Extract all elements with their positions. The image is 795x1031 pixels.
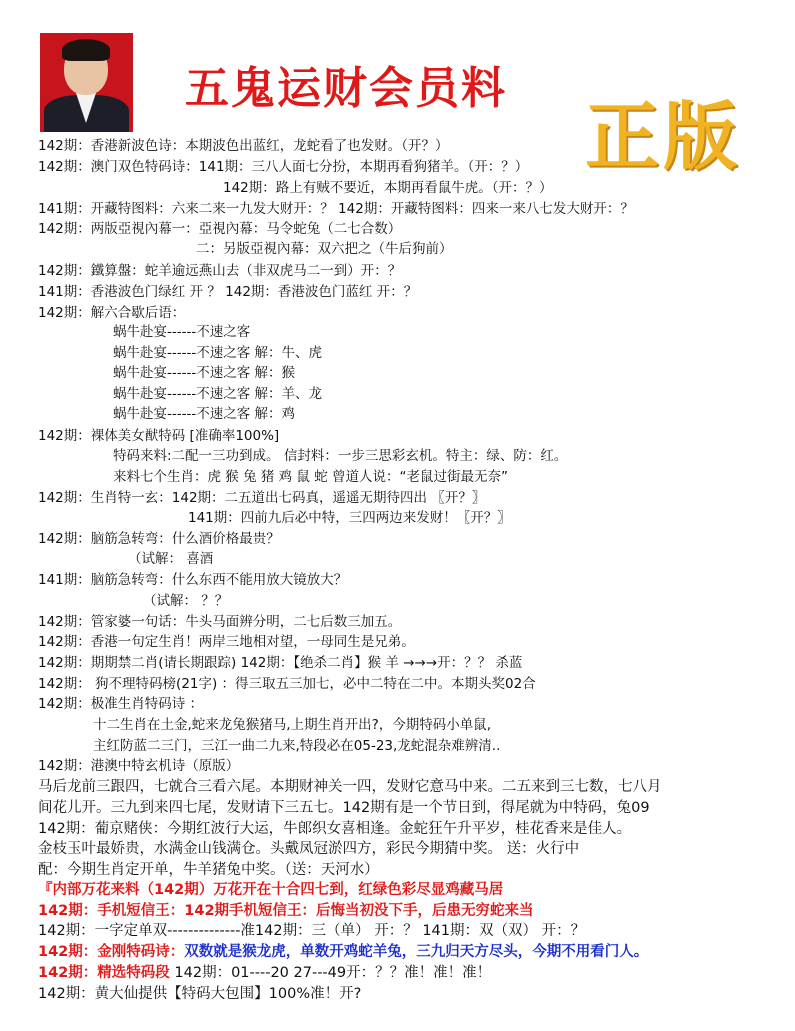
- line: 142期：期期禁二肖(请长期跟踪) 142期：【绝杀二肖】猴 羊 →→→开：？？ 杀蓝: [38, 655, 523, 671]
- line: 十二生肖在土金,蛇来龙兔猴猪马,上期生肖开出?，今期特码小单鼠,: [93, 717, 492, 733]
- line: 142期：解六合歇后语：: [38, 305, 186, 321]
- line: 142期： 狗不理特码榜(21字) ：得三取五三加七，必中二特在二中。本期头奖02合: [38, 676, 536, 692]
- line: （试解： ？？: [143, 593, 229, 609]
- line: （试解： 喜酒: [128, 551, 214, 567]
- line: 142期：一字定单双--------------准142期：三（单） 开：？ 141期：双（双） 开：？: [38, 923, 586, 939]
- line: 142期：生肖特一玄：142期：二五道出七码真，遥遥无期待四出 〖开？〗: [38, 490, 486, 506]
- line-text: 142期：01----20 27---49开：？？准！准！准！: [169, 965, 492, 981]
- line: 142期：手机短信王：142期手机短信王：后悔当初没下手，后患无穷蛇来当: [38, 903, 534, 919]
- line: 142期：澳门双色特码诗：141期：三八人面七分扮，本期再看狗猪羊。（开：？）: [38, 159, 529, 175]
- line: 142期：两版亞視內幕一：亞視內幕：马令蛇兔（二七合数）: [38, 221, 402, 237]
- line: 特码来料:二配一三功到成。 信封料：一步三思彩玄机。特主：绿、防：红。: [113, 448, 568, 464]
- line: 『内部万花来料（142期）万花开在十合四七到，红绿色彩尽显鸡藏马居: [38, 882, 504, 898]
- line: 142期：鐵算盤：蛇羊逾远燕山去（非双虎马二一到）开：？: [38, 263, 402, 279]
- line: [38, 943, 648, 961]
- line: 蜗牛赴宴------不速之客 解：猴: [113, 365, 296, 381]
- line: 142期：管家婆一句话：牛头马面辨分明，二七后数三加五。: [38, 614, 402, 630]
- line: 142期：裸体美女猷特码 [准确率100%]: [38, 428, 280, 444]
- line: 142期：港澳中特玄机诗（原版）: [38, 758, 240, 774]
- line: 间花儿开。三九到来四七尾，发财请下三五七。142期有是一个节日到，得尾就为中特码，兔09: [38, 800, 650, 816]
- line: 配：今期生肖定开单，牛羊猪兔中奖。（送：天河水）: [38, 862, 379, 878]
- line: 142期：葡京赌侠：今期红波行大运，牛郎织女喜相逢。金蛇狂午升平岁，桂花香来是佳人。: [38, 821, 632, 837]
- line: 金枝玉叶最娇贵，水满金山钱满仓。头戴凤冠淤四方，彩民今期猜中奖。 送：火行中: [38, 841, 580, 857]
- line: 141期：脑筋急转弯：什么东西不能用放大镜放大？: [38, 572, 348, 588]
- line-text: 双数就是猴龙虎，单数开鸡蛇羊兔，三九归天方尽头，今期不用看门人。: [184, 944, 649, 960]
- line: 蜗牛赴宴------不速之客 解：鸡: [113, 406, 296, 422]
- line: 马后龙前三跟四，七就合三看六尾。本期财神关一四，发财它意马中来。二五来到三七数，七八月: [38, 779, 662, 795]
- line: 141期：香港波色门绿红 开 ？ 142期：香港波色门蓝红 开：？: [38, 284, 418, 300]
- line: 蜗牛赴宴------不速之客: [113, 324, 251, 340]
- line: 蜗牛赴宴------不速之客 解：羊、龙: [113, 386, 323, 402]
- line: 来料七个生肖：虎 猴 兔 猪 鸡 鼠 蛇 曾道人说：“老鼠过街最无奈”: [113, 469, 509, 485]
- line: 蜗牛赴宴------不速之客 解：牛、虎: [113, 345, 323, 361]
- line: 142期：路上有贼不要近，本期再看鼠牛虎。（开：？）: [223, 180, 553, 196]
- line: 141期：四前九后必中特，三四两边来发财！〖开？〗: [188, 510, 511, 526]
- line: 142期：香港一句定生肖！两岸三地相对望，一母同生是兄弟。: [38, 634, 415, 650]
- line: 142期：极准生肖特码诗 ：: [38, 696, 204, 712]
- line: 141期：开藏特图料：六来二来一九发大财开：？ 142期：开藏特图料：四来一来八七发大财开：？: [38, 201, 634, 217]
- authentic-stamp: 正版: [585, 94, 741, 180]
- line-label: 142期：金刚特码诗：: [38, 944, 185, 960]
- line: 142期：香港新波色诗：本期波色出蓝红，龙蛇看了也发财。（开？）: [38, 138, 449, 154]
- line: 142期：黄大仙提供【特码大包围】100%准！开?: [38, 986, 362, 1002]
- line: 142期：脑筋急转弯：什么酒价格最贵？: [38, 531, 280, 547]
- line: 二：另版亞視內幕：双六把之（牛后狗前）: [196, 241, 453, 257]
- line: 主红防蓝二三门，三江一曲二九来,特段必在05-23,龙蛇混杂难辨清..: [93, 738, 501, 754]
- page-title: 五鬼运财会员料: [185, 63, 507, 114]
- line-label: 142期：精选特码段: [38, 965, 170, 981]
- line: [38, 964, 491, 982]
